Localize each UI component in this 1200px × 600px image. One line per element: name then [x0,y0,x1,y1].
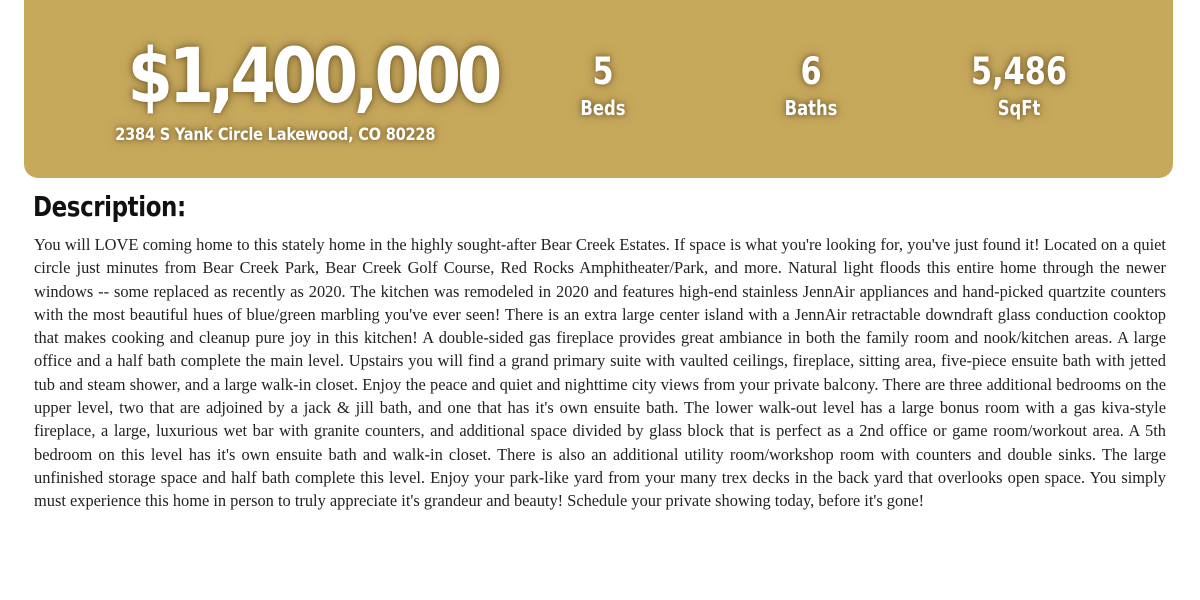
stat-baths-value: 6 [800,50,822,93]
listing-price: $1,400,000 [127,31,499,120]
stat-beds [533,48,673,120]
stat-sqft [949,48,1089,120]
description-body: You will LOVE coming home to this stately home in the highly sought-after Bear Creek Estates. If space is what you're looking for, you've just found it! Located on a quiet circle just minutes from Bear Creek Park, Bear Creek Golf Course, Red Rocks Amphitheater/Park, and more. Natural light floods this entire home through the newer windows -- some replaced as recently as 2020. The kitchen was remodeled in 2020 and features high-end stainless JennAir appliances and hand-picked quartzite counters with the most beautiful hues of blue/green marbling you've ever seen! There is an extra large center island with a JennAir retractable downdraft glass conduction cooktop that makes cooking and cleanup pure joy in this kitchen! A double-sided gas fireplace provides great ambiance in both the family room and nook/kitchen areas. A large office and a half bath complete the main level. Upstairs you will find a grand primary suite with vaulted ceilings, fireplace, sitting area, five-piece ensuite bath with jetted tub and steam shower, and a large walk-in closet. Enjoy the peace and quiet and nighttime city views from your private balcony. There are three additional bedrooms on the upper level, two that are adjoined by a jack & jill bath, and one that has it's own ensuite bath. The lower walk-out level has a large bonus room with a gas kiva-style fireplace, a large, luxurious wet bar with granite counters, and additional space divided by glass block that is perfect as a 2nd office or game room/workout area. A 5th bedroom on this level has it's own ensuite bath and walk-in closet. There is also an additional utility room/workshop room with counters and double sinks. The large unfinished storage space and half bath complete this level. Enjoy your park-like yard from your many trex decks in the back yard that overlooks open space. You simply must experience this home in person to truly appreciate it's grandeur and beauty! Schedule your private showing today, before it's gone! [34,235,1166,511]
stat-beds-label: Beds [580,96,626,120]
stat-baths [741,48,881,120]
stat-baths-label: Baths [784,96,838,120]
stat-sqft-label: SqFt [997,96,1041,120]
stat-sqft-value: 5,486 [971,50,1067,93]
description-heading: Description: [33,190,186,223]
listing-address: 2384 S Yank Circle Lakewood, CO 80228 [115,125,436,145]
listing-banner [24,0,1173,178]
stat-beds-value: 5 [592,50,614,93]
